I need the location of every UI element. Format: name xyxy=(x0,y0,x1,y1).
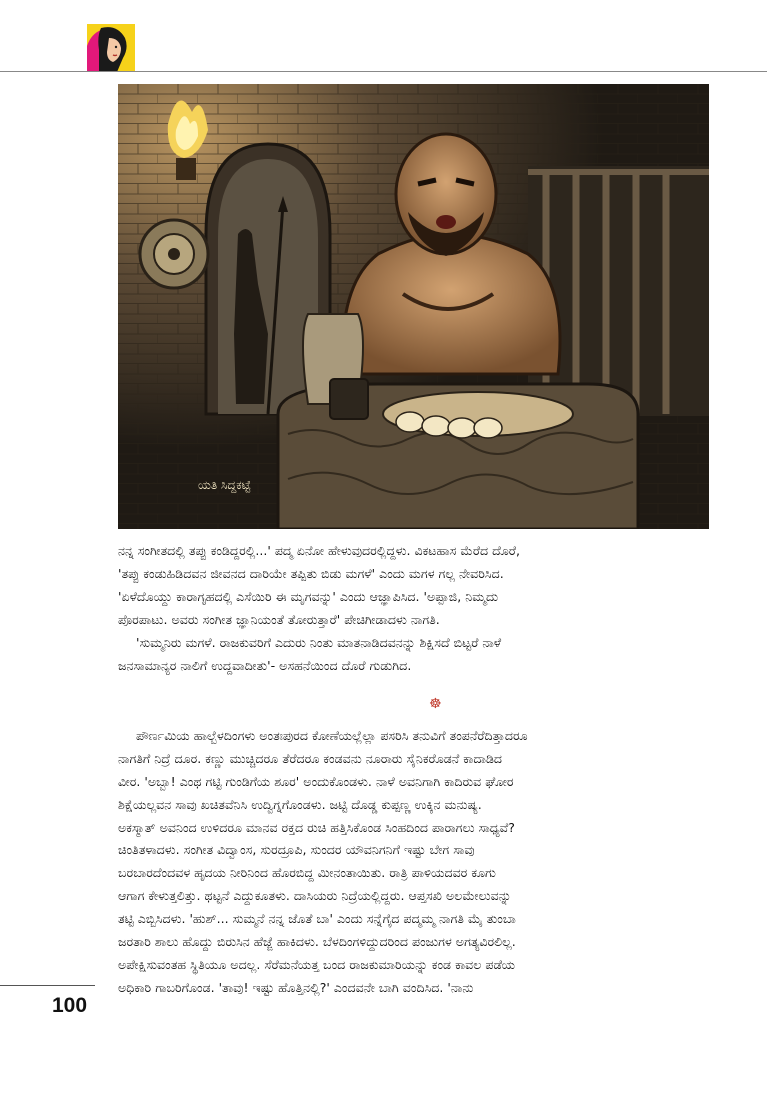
paragraph-line: ವೀರ. 'ಅಬ್ಬಾ! ಎಂಥ ಗಟ್ಟಿ ಗುಂಡಿಗೆಯ ಶೂರ' ಅಂದುಕೊಂಡಳು. ನಾಳೆ ಅವನಿಗಾಗಿ ಕಾದಿರುವ ಘೋರ xyxy=(118,773,514,789)
paragraph-line: 'ಸುಮ್ಮನಿರು ಮಗಳೆ. ರಾಜಕುವರಿಗೆ ಎದುರು ನಿಂತು ಮಾತನಾಡಿದವನನ್ನು ಶಿಕ್ಷಿಸದೆ ಬಿಟ್ಟರೆ ನಾಳೆ xyxy=(136,635,502,650)
paragraph-line: ನಾಗತಿಗೆ ನಿದ್ರೆ ದೂರ. ಕಣ್ಣು ಮುಚ್ಚಿದರೂ ತೆರೆದರೂ ಕಂಡವನು ನೂರಾರು ಸೈನಿಕರೊಡನೆ ಕಾದಾಡಿದ xyxy=(118,750,503,766)
page-number: 100 xyxy=(52,994,88,1017)
paragraph-line: 'ಏಳೆದೊಯ್ದು ಕಾರಾಗೃಹದಲ್ಲಿ ಎಸೆಯಿರಿ ಈ ಮೃಗವನ್ನು' ಎಂದು ಆಜ್ಞಾಪಿಸಿದ. 'ಅಪ್ಪಾಜಿ, ನಿಮ್ಮದು xyxy=(118,588,499,604)
woman-face-logo-icon xyxy=(87,24,135,72)
jail-feast-illustration-icon xyxy=(118,84,709,529)
paragraph-3 xyxy=(118,725,710,1000)
paragraph-line: ಅಧಿಕಾರಿ ಗಾಬರಿಗೊಂಡ. 'ತಾವು! ಇಷ್ಟು ಹೊತ್ತಿನಲ್ಲಿ?' ಎಂದವನೇ ಬಾಗಿ ವಂದಿಸಿದ. 'ನಾನು xyxy=(118,979,474,995)
paragraph-2 xyxy=(118,632,710,678)
paragraph-line: ಬರಬಾರದೆಂದವಳ ಹೃದಯ ನೀರಿನಿಂದ ಹೊರಬಿದ್ದ ಮೀನಂತಾಯಿತು. ರಾತ್ರಿ ಪಾಳಿಯದವರ ಕೂಗು xyxy=(118,865,496,881)
paragraph-line: ಪೊರಪಾಟು. ಅವರು ಸಂಗೀತ ಜ್ಞಾನಿಯಂತೆ ತೋರುತ್ತಾರೆ' ಪೇಚಿಗೀಡಾದಳು ನಾಗತಿ. xyxy=(118,611,440,627)
paragraph-line: ಪೌರ್ಣಮಿಯ ಹಾಲ್ಬೆಳದಿಂಗಳು ಅಂತಃಪುರದ ಕೋಣೆಯಲ್ಲೆಲ್ಲಾ ಪಸರಿಸಿ ತನುವಿಗೆ ತಂಪನೆರೆದಿತ್ತಾದರೂ xyxy=(136,728,528,743)
paragraph-line: ಆಗಾಗ ಕೇಳುತ್ತಲಿತ್ತು. ಥಟ್ಟನೆ ಎದ್ದುಕೂತಳು. ದಾಸಿಯರು ನಿದ್ರೆಯಲ್ಲಿದ್ದರು. ಆಪ್ತಸಖಿ ಅಲಮೇಲುವನ್ನು xyxy=(118,888,512,904)
paragraph-line: ಚಿಂತಿತಳಾದಳು. ಸಂಗೀತ ವಿದ್ವಾಂಸ, ಸುರದ್ರೂಪಿ, ಸುಂದರ ಯೌವನಿಗನಿಗೆ ಇಷ್ಟು ಬೇಗ ಸಾವು xyxy=(118,842,475,858)
logo-graphic xyxy=(87,24,135,72)
paragraph-line: ನನ್ನ ಸಂಗೀತದಲ್ಲಿ ತಪ್ಪು ಕಂಡಿದ್ದರಲ್ಲಿ...' ಪದ್ಮ ಏನೋ ಹೇಳುವುದರಲ್ಲಿದ್ದಳು. ವಿಕಟಹಾಸ ಮೆರೆದ ದೊರೆ, xyxy=(118,543,520,558)
chapter-illustration xyxy=(118,84,709,529)
section-divider-icon: ☸ xyxy=(429,696,442,712)
paragraph-line: ಅಕಸ್ಮಾತ್ ಅವನಿಂದ ಉಳಿದರೂ ಮಾನವ ರಕ್ತದ ರುಚಿ ಹತ್ತಿಸಿಕೊಂಡ ಸಿಂಹದಿಂದ ಪಾರಾಗಲು ಸಾಧ್ಯವೆ? xyxy=(118,819,515,835)
page-number-rule xyxy=(0,985,95,986)
paragraph-line: ಜನಸಾಮಾನ್ಯರ ನಾಲಿಗೆ ಉದ್ದವಾದೀತು'- ಅಸಹನೆಯಿಂದ ದೊರೆ ಗುಡುಗಿದ. xyxy=(118,657,412,673)
paragraph-line: ಜರತಾರಿ ಶಾಲು ಹೊದ್ದು ಬಿರುಸಿನ ಹೆಜ್ಜೆ ಹಾಕಿದಳು. ಬೆಳದಿಂಗಳಿದ್ದುದರಿಂದ ಪಂಜುಗಳ ಅಗತ್ಯವಿರಲಿಲ್ಲ. xyxy=(118,934,516,950)
paragraph-1 xyxy=(118,540,710,632)
paragraph-line: ತಟ್ಟಿ ಎಬ್ಬಿಸಿದಳು. 'ಹುಶ್... ಸುಮ್ಮನೆ ನನ್ನ ಜೊತೆ ಬಾ' ಎಂದು ಸನ್ನೆಗೈದ ಪದ್ಮಮ್ಮ ನಾಗತಿ ಮೈ ತುಂಬಾ xyxy=(118,911,516,927)
illustrator-signature: ಯತಿ ಸಿದ್ದಕಟ್ಟೆ xyxy=(198,478,251,492)
header-rule xyxy=(0,71,767,72)
paragraph-line: ಶಿಕ್ಷೆಯಲ್ಲವನ ಸಾವು ಖಚಿತವೆನಿಸಿ ಉದ್ವಿಗ್ನಗೊಂಡಳು. ಜಟ್ಟಿ ದೊಡ್ಡ ಕುಪ್ಪಣ್ಣ ಉಕ್ಕಿನ ಮನುಷ್ಯ. xyxy=(118,796,482,812)
paragraph-line: ಅಪೇಕ್ಷಿಸುವಂತಹ ಸ್ಥಿತಿಯೂ ಅದಲ್ಲ. ಸೆರೆಮನೆಯತ್ತ ಬಂದ ರಾಜಕುಮಾರಿಯನ್ನು ಕಂಡ ಕಾವಲ ಪಡೆಯ xyxy=(118,956,516,972)
paragraph-line: 'ತಪ್ಪು ಕಂಡುಹಿಡಿದವನ ಜೀವನದ ದಾರಿಯೇ ತಪ್ಪಿತು ಬಿಡು ಮಗಳೆ' ಎಂದು ಮಗಳ ಗಲ್ಲ ನೇವರಿಸಿದ. xyxy=(118,565,504,581)
